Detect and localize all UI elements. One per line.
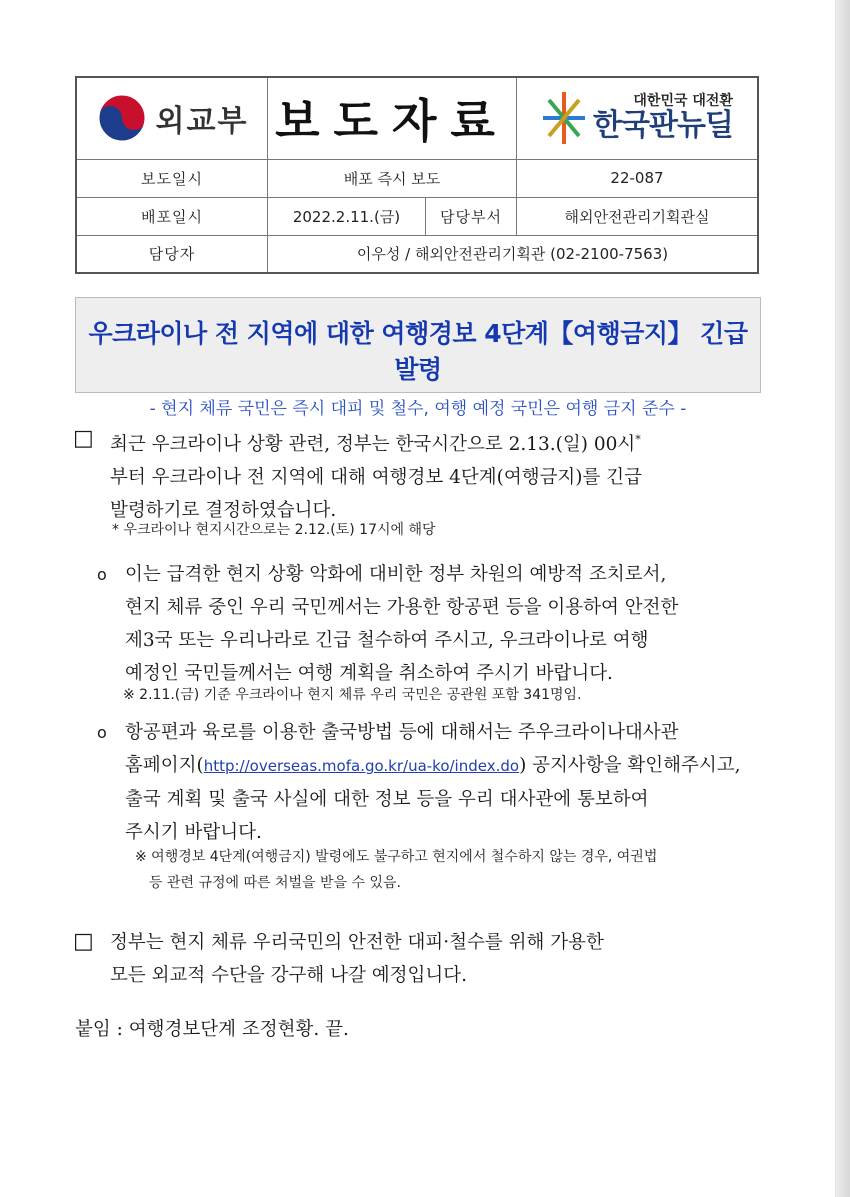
ministry-name: 외교부 [155,104,249,140]
p4-line-1: 정부는 현지 체류 우리국민의 안전한 대피·철수를 위해 가용한 [110,932,604,953]
paragraph-1 [110,423,770,527]
department-value: 해외안전관리기획관실 [517,197,759,235]
department-label: 담당부서 [426,197,517,235]
slogan-big: 한국판뉴딜 [593,108,733,144]
p3-line-1: 항공편과 육로를 이용한 출국방법 등에 대해서는 주우크라이나대사관 [125,722,679,743]
headline-title: 우크라이나 전 지역에 대한 여행경보 4단계【여행금지】 긴급 발령 [88,319,748,384]
box-bullet: □ [73,929,94,954]
p1-footnote-mark: * [635,433,641,446]
contact-value: 이우성 / 해외안전관리기획관 (02-2100-7563) [268,235,759,273]
slogan-cell [517,77,759,159]
o-bullet: o [97,565,107,584]
release-number: 22-087 [517,159,759,197]
contact-label: 담당자 [76,235,268,273]
p1-line-1: 최근 우크라이나 상황 관련, 정부는 한국시간으로 2.13.(일) 00시 [110,434,636,456]
paragraph-4 [110,926,770,992]
p2-line-4: 예정인 국민들께서는 여행 계획을 취소하여 주시기 바랍니다. [125,663,613,684]
p3-line-2-prefix: 홈페이지( [125,755,204,776]
p2-line-1: 이는 급격한 현지 상황 악화에 대비한 정부 차원의 예방적 조치로서, [125,564,667,585]
distribution-date-value: 2022.2.11.(금) [268,197,426,235]
p1-line-2: 부터 우크라이나 전 지역에 대해 여행경보 4단계(여행금지)를 긴급 [110,467,643,489]
p3-line-2-suffix: ) 공지사항을 확인해주시고, [519,755,741,776]
press-release-header [75,76,759,274]
embassy-homepage-link[interactable]: http://overseas.mofa.go.kr/ua-ko/index.do [203,757,520,775]
headline-box [75,297,761,419]
p1-note: * 우크라이나 현지시간으로는 2.12.(토) 17시에 해당 [112,522,436,538]
p3-note-line-1: ※ 여행경보 4단계(여행금지) 발령에도 불구하고 현지에서 철수하지 않는 경우, 여권법 [135,849,658,865]
release-time-value: 배포 즉시 보도 [268,159,517,197]
o-bullet: o [97,723,107,742]
page-edge [835,0,850,1197]
p2-note: ※ 2.11.(금) 기준 우크라이나 현지 체류 우리 국민은 공관원 포함 341명임. [123,687,582,703]
slogan-small: 대한민국 대전환 [633,93,733,110]
p2-line-3: 제3국 또는 우리나라로 긴급 철수하여 주시고, 우크라이나로 여행 [125,630,649,651]
paragraph-2 [125,558,770,690]
p3-note-line-2: 등 관련 규정에 따른 처벌을 받을 수 있음. [149,875,401,891]
distribution-date-label: 배포일시 [76,197,268,235]
p3-note [135,844,765,896]
headline-subtitle: - 현지 체류 국민은 즉시 대피 및 철수, 여행 예정 국민은 여행 금지 준수 - [149,399,687,419]
paragraph-3 [125,716,770,849]
ministry-logo-cell [76,77,268,159]
press-title: 보도자료 [275,94,509,149]
new-deal-logo-icon [541,90,587,146]
p1-line-3: 발령하기로 결정하였습니다. [110,500,337,522]
p3-line-3: 출국 계획 및 출국 사실에 대한 정보 등을 우리 대사관에 통보하여 [125,789,649,810]
attachment-note: 붙임 : 여행경보단계 조정현황. 끝. [75,1019,349,1040]
p3-line-4: 주시기 바랍니다. [125,822,262,843]
p4-line-2: 모든 외교적 수단을 강구해 나갈 예정입니다. [110,965,467,986]
p2-line-2: 현지 체류 중인 우리 국민께서는 가용한 항공편 등을 이용하여 안전한 [125,597,679,618]
press-title-cell [268,77,517,159]
box-bullet: □ [73,426,94,451]
taegeuk-emblem-icon [96,92,148,144]
release-time-label: 보도일시 [76,159,268,197]
